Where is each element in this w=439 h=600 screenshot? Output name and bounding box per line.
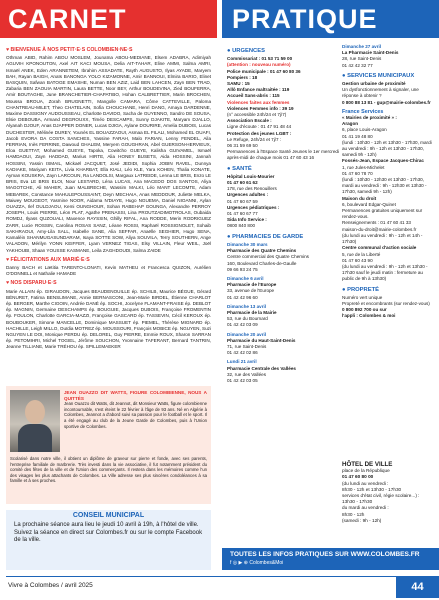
centre-title: Centre communal d'action sociale xyxy=(342,245,417,251)
urgence-line: Violences faites aux femmes xyxy=(227,99,290,105)
footer-rule xyxy=(6,576,433,577)
infos-banner[interactable] xyxy=(222,548,439,570)
pharmacy-name: Pharmacie des Quatre Chemins xyxy=(227,248,297,254)
sante-heading: ● SANTÉ xyxy=(227,165,252,172)
pharmacy-address: 32, rue des Vallées xyxy=(227,371,266,377)
pharmacy-address: 71, rue Saint-Denis xyxy=(227,343,267,349)
pharmacy-address: 28, rue Saint-Denis xyxy=(342,56,382,62)
urgence-line: (attention : nouveau numéro) xyxy=(227,62,291,68)
fosses-title: Fossés-Jean, Espace Jacques-Chirac xyxy=(342,158,424,164)
proprete-heading: ● PROPRETÉ xyxy=(342,286,380,293)
fosses-line: 1, rue Jules-Michelet xyxy=(342,164,385,170)
weddings-heading: ♥ FÉLICITATIONS AUX MARIÉ·E·S xyxy=(6,256,90,263)
urgence-line: SAMU : 15 xyxy=(227,81,250,87)
pharmacy-entry xyxy=(227,304,339,329)
pharmacy-phone: 01 42 42 02 86 xyxy=(227,350,258,356)
france-services-sub: « Mairies de proximité » : xyxy=(342,115,397,121)
centre-line: 5, rue de la Liberté xyxy=(342,251,381,257)
urgence-line: Association Escale : xyxy=(227,118,272,124)
pharmacy-name: Pharmacie du Haut-Saint-Denis xyxy=(227,337,296,343)
sante-line: Urgences pédiatriques : xyxy=(227,204,280,210)
tribute-photo xyxy=(10,390,60,452)
pharmacy-name: La Pharmacie Saint-Denis xyxy=(342,50,399,56)
aragon-line: 6, place Louis-Aragon xyxy=(342,127,387,133)
pharmacy-date: Dimanche 6 avril xyxy=(227,275,264,281)
aragon-title: Aragon xyxy=(342,121,359,127)
gestion-title: Gestion urbaine de proximité xyxy=(342,81,406,87)
pharmacy-address: 33, avenue de l'Europe xyxy=(227,288,275,294)
centre-line: 01 47 60 43 90 xyxy=(342,257,373,263)
urgence-line: Permanences à l'Espace Santé Jeunes le 1er mercredi après-midi de chaque mois 01 47 60 43 16 xyxy=(227,149,339,161)
pharmacy-entry xyxy=(227,276,339,301)
council-title: CONSEIL MUNICIPAL xyxy=(72,512,145,519)
sante-line: 0800 840 800 xyxy=(227,223,256,229)
urgence-line: Le Refuge, 24h/24 et 7j/7 : xyxy=(227,136,282,142)
droit-title: Maison du droit xyxy=(342,195,377,201)
droit-line: maison-du-droit@mairie-colombes.fr xyxy=(342,226,417,232)
sante-line: Sida Info Service : xyxy=(227,217,267,223)
pharmacy-phone: 09 66 93 24 75 xyxy=(227,266,258,272)
proprete-line: Propreté et encombrants (sur rendez-vous) xyxy=(342,300,430,306)
pharmacy-address: 53, rue du Bournard xyxy=(227,316,268,322)
carnet-title: CARNET xyxy=(0,0,217,38)
droit-line: Renseignements : 01 47 60 41 33 xyxy=(342,220,411,226)
pharmacy-name: Pharmacie Centrale des Vallées xyxy=(227,365,296,371)
hotel-line: (samedi : 9h - 12h) xyxy=(342,517,382,523)
pharmacy-entry xyxy=(227,359,339,384)
tribute-box xyxy=(6,386,211,504)
proprete-line: 0 800 892 700 ou sur xyxy=(342,307,387,313)
urgences-heading: ● URGENCES xyxy=(227,48,265,54)
pratique-column-1 xyxy=(227,44,339,387)
pharmacy-phone: 01 42 42 03 05 xyxy=(227,377,258,383)
pharmacy-date: Dimanche 20 avril xyxy=(227,331,267,337)
urgence-line: Violences Femmes info : 39 19 xyxy=(227,105,294,111)
pharmacy-date: Lundi 21 avril xyxy=(227,359,257,365)
pharmacy-date: Dimanche 13 avril xyxy=(227,303,267,309)
sante-line: Hôpital Louis-Mourier xyxy=(227,173,275,179)
pharmacy-entry xyxy=(227,242,339,273)
urgence-line: Police municipale : 01 47 60 80 36 xyxy=(227,68,301,74)
urgence-line: Commissariat : 01 53 71 59 00 xyxy=(227,56,293,62)
sante-line: 01 47 60 61 62 xyxy=(227,180,258,186)
deaths-heading: ♥ NOS DISPARU·E·S xyxy=(6,280,57,287)
page-header xyxy=(0,0,439,38)
hotel-line: 8h30 - 12h xyxy=(342,511,365,517)
urgence-line: (n° accessible 24h/24 et 7j/7) xyxy=(227,112,287,118)
hotel-de-ville xyxy=(342,462,434,524)
pharmacy-date: Dimanche 27 avril xyxy=(342,44,382,49)
sante-line: 01 47 60 67 77 xyxy=(227,211,258,217)
pharmacy-phone: 01 42 42 03 09 xyxy=(227,322,258,328)
photo-head xyxy=(25,400,45,424)
births-heading: ♥ BIENVENUE À NOS PETIT·E·S COLOMBIEN·NE·S xyxy=(6,47,133,53)
hotel-line: 8h30 - 12h et 13h30 - 17h30 xyxy=(342,486,402,492)
fosses-line: (lundi : 10h30 - 12h30 et 13h30 - 17h30, mardi au vendredi : 9h - 12h30 et 13h30 - 17h30, samedi 9h - 12h) xyxy=(342,177,427,195)
page-number: 44 xyxy=(396,576,439,598)
pharmacy-address-2: 160, Boulevard Charles-de-Gaulle xyxy=(227,260,297,266)
pharmacies-heading: ● PHARMACIES DE GARDE xyxy=(227,233,304,240)
urgence-line: Ligne d'écoute : 01 47 91 48 44 xyxy=(227,124,292,130)
proprete-line: Numéro vert unique xyxy=(342,294,383,300)
sante-line: 178, rue des Renouillers xyxy=(227,186,277,192)
hotel-line: place de la République xyxy=(342,468,390,474)
pharmacy-address: Centre commercial des Quatre Chemins xyxy=(227,254,309,260)
pharmacy-phone: 01 42 42 32 77 xyxy=(342,62,373,68)
services-heading: ● SERVICES MUNICIPAUX xyxy=(342,72,415,79)
pharmacy-name: Pharmacie de la Mairie xyxy=(227,309,277,315)
urgence-line: Accueil Sans-abris : 115 xyxy=(227,93,280,99)
urgence-line: Protection des jeunes LGBT : xyxy=(227,130,292,136)
urgence-line: Pompiers : 18 xyxy=(227,74,258,80)
hotel-line: du mardi au vendredi : xyxy=(342,505,389,511)
gestion-contact: 0 800 88 13 81 - gup@mairie-colombes.fr xyxy=(342,99,431,105)
gestion-text: Un dysfonctionnement à signaler, une réponse à obtenir ? xyxy=(342,87,419,99)
hotel-title: HÔTEL DE VILLE xyxy=(342,461,393,468)
hotel-line: (du lundi au vendredi : xyxy=(342,480,389,486)
pharmacy-name: Pharmacie de l'Europe xyxy=(227,282,277,288)
droit-line: Permanences gratuites uniquement sur rendez-vous. xyxy=(342,208,423,220)
proprete-line: l'appli : Colombes & moi xyxy=(342,313,396,319)
council-text: La prochaine séance aura lieu le jeudi 10 avril à 19h, à l'hôtel de ville. Suivez la séance en direct sur Colombes.fr ou sur le compte Facebook de la ville. xyxy=(14,522,203,543)
council-box xyxy=(6,510,211,570)
pharmacy-entry xyxy=(227,332,339,357)
hotel-line: services d'état civil, régie scolaire...) : xyxy=(342,493,420,499)
aragon-line: 01 41 19 48 80 xyxy=(342,133,373,139)
weddings-list: Danny BACH et Lætitia TARENTO-LONATI, Kevin MATHEU et Francesca QUIZON, Aurélien O'DONNELL et Nathalie HAMADE xyxy=(6,264,211,277)
pratique-column-2 xyxy=(342,44,434,320)
pharmacy-entry xyxy=(342,44,434,69)
social-icons[interactable]: f ◎ ▶ ⊕ Colombes&Moi xyxy=(230,560,284,566)
pharmacy-phone: 01 42 42 96 60 xyxy=(227,294,258,300)
sante-line: 01 47 60 67 59 xyxy=(227,198,258,204)
pratique-title: PRATIQUE xyxy=(222,0,439,38)
urgence-line: Allô Enfance maltraitée : 119 xyxy=(227,87,290,93)
tribute-title: JEAN OUAZZO DIT WATTS, FIGURE COLOMBIENNE, NOUS A QUITTÉS xyxy=(64,390,207,401)
page-footer xyxy=(0,576,439,600)
tribute-text xyxy=(64,390,207,429)
hotel-line: 01 47 60 80 00 xyxy=(342,474,374,480)
france-services-title: France Services xyxy=(342,108,384,115)
photo-body xyxy=(18,424,52,452)
tribute-paragraph-2: Scolarisé dans notre ville, il obtient un diplôme de graveur sur pierre et fonde, avec ses parents, l'entreprise familiale de marbrerie. Très investi dans la vie associative, il fut notamment président du comité des fêtes de la ville et de l'Union des commerçants. Il restera dans les mémoires comme l'un des visages les plus attachants de Colombes. La Ville adresse ses plus sincères condoléances à sa famille et à ses proches. xyxy=(10,456,207,484)
droit-line: (du lundi au vendredi : 9h - 12h et 14h - 17h30) xyxy=(342,232,423,245)
magazine-name: Vivre à Colombes / avril 2025 xyxy=(8,582,93,589)
centre-line: (du lundi au vendredi : 9h - 12h et 13h30 - 17h30 sauf le jeudi matin : fermeture au public de 9h à 13h30) xyxy=(342,263,428,282)
pharmacy-date: Dimanche 30 mars xyxy=(227,241,268,247)
hotel-line: 13h30 - 17h30 xyxy=(342,499,373,505)
births-list: Othman ABID, Rahim ABOU MOSLEM, Jounaïna ABOU-MEDIANE, Elsem ADABRA, Adimiyah AGUVIH KPONOUTON, Axel AIT KACI MOUSA, Delia AIT-TAHAR, Eline AMMI, Salma AMRI, Ismaël ANEK, Eden ARANNETEM, Ibrahim ASSADATE, Rayth AUGUSTO, Ilyas AYADE, Maryem BAH, Rayan BAIGH, Anaïs BANONGA YOLO KIZAMONNE, Amir BANNOUI, Elmira BARIO, Elinet BASQUIN, Safwan BATOGE EMASHE, Numan BEN AZIZ, Laid BEN LAHCEN, Zayn BEN TRAD, Zabaria BEN ZAOUIA MARTIN, Laura BETTE, Noor BEY, Arthur BOUDEVINA, Zied BOUFERRA, Amir BOUTAGHE, June BRANCHETIER-CHAPATIBO, Hohan CALBRETTIER, Marin BROCHEN, Moussa BROUA, Zorah BRUGNETTI, Mangolle CAMARA, Côme CATTEVILLE, Paloma CHANTREAU-MILET, Theo CHATELAIN, Sofia CHOUCHANE, Henri DANG, Amaya DARDENNE, Maxime DASSIGNY AUDOUSSEAU, Charlotte DAVIDO, Sacha de GUYENNO, Sandro DE SOUSA, Elsie DEBOUBA, Armand DEGROUXX, Timéo DESCAMPS, Sunny DJAKITE, Maryam DJALLO, Alyanah DJOUF, Anas DJAPPER DONER, Lucas DJIGA, Aylane DOURIRE, Amelia DUBOIS, Lucas DUCHESTER, Mélinée DUREY, Younès EL BOUAZZAOUI, Asmaa EL FILALI, Mohamed EL OUAFI, Jacob EVORA DA COSTA SANCHES, Yassine FARAH, Malo FARIAN, Lenny FENDEL, Aila FERRIAN, Inès FERRINE, Dawoud GHALEM, Meryem GOUGHRAN, Abel GUERSON-HERVIEUX, Eloa GUETTAT, Mohamed GUEYE, Tapoka, Cowitcho GUEYE, Kalisha GUIVAMEL, Ismaël HAMDAOUI, Zayn HADDAD, Marius HIRTE, Alia HONEY BUSETS, Aida HOSSINI, Jannah HOSSINI, Yassin ISMAIL, Mickaël JACQUET, José JEDIDI, Sophia JOBIN RAVEL, Dunnya KADIAKE, Mariyam KEITA, Livia KHARBAT, Ella KIALI, Léo KLE, Yara KOHEN, Thalia KONATE, Ayman KOUSKRA, Zayn LARCOUN, Ra LANDOLSI, Margaux LATREIDE, Lenna LE BRIS, Enzo LE BRIS, Eva LE BRIS ELOI, Nour LESTARD, Léna LUCAS, Ana MACEDO DOS SANTOS, Aliya MAGOTCHE, Ali MAHER, Juan MALBRECHE, Wassim MALKI, Léo MANT LECOMTE, Adam MEBAREK, Constance MAHULEPOUSSAINT, Deyn MECHAIA, Anas MEDDOUR, Juliette MELKA, Maiwey MOUGEOT, Yasmine NOOR, Aidama N'DIAYE, Hugo NGUEMA, Daniel NIOANNI, Aylan OUAZZA, Ilef OULDJAOU, Kemi OUNGHOUR, Sohan RABEHAP GOUNGA, Alexandre PERROY JOSEPH, Louis PIERRE, Léon PLAT, Agathe PRENASSI, Lina PROUTZADIMOTROLAS, Oubaida ROMDJ, Ilyass QUZOUALI, Maxence RAYSSIN, Ghilly RIFAL, Ana RODDE, Merin RODRIGUEZ ZARR, Lucie ROSSIN, Carolina ROSAS SANZ, Léane ROSSI, Raphaël ROSSIGNOLET, Sohaib SAKHRAOUI, Amy-Lila SALL, Isabelle SANE, Alia SEFFAR, Anaëlle SEGHIER, Hugo SENA, Kamalèin SHANMUGASUNDARAM, Isaya SOTTE SOW, Aliya SOUVILA, Terry SOUTHERN, Ange VALADON, Mérilyn YONN KEIFFER, Lyam VERNEZ TIGAS, Elsy VILLAIN, Fleur WEIL, Joël YAKHOUBI, Shaan YOUSSE KASMANE, Leila ZAGHDOUDI, Salma ZAIDE xyxy=(6,55,211,253)
deaths-list: Marie ALLAIN ép. GIRAUDON, Jacques BEAUDENOUILLE ép. SCHILB, Maurice BÉGUE, Gérard BÉNURET, Fatima BENSLIMANE, Annie BERNASCONI, Jean-Marie BIRDEL, Étienne CHARLOT ép. BERGER, Marthe CIGOIN, Andrée DANÉ ép. SOCHI, Jocelyne FLAMANT-FRAISE ép. DEBLOT ép. MAGNIN, Germaine DESCHAMPS ép. BOUGUIE, Jacques DUBOIS, Françoise FROMENTIN ép. FOULON, Charlotte GARCIA-MAZZI, Françoise GASCARD ép. TASSEVIN, Cécil KEROUX ép. BOUBOUKER, Simone MANCELLE, Dominique MASSUET ép. PIEMEL, Thérèse MIGNARD ép. HACHILLE, Leigh MILLO, Ouïdia MOTREZ ép. MOUSSOURI, François MOBICE ép. NGUYEN, Suzi NGUYEN LE DOI, Monique PERDU ép. DELOREL, Guy PIERRE, Emmie ROUX, Sharon SARRAN ép. PETOMIHRI, Michel TOGIEL, Jérôme SOUCHON, Yvonnaine TAFERANT, Bernard TANTRIN, Jeanne TILLIANE, Marie TRÉHOU ép. SPILLEMAEKER xyxy=(6,288,211,350)
tribute-paragraph: Jean Ouazzo dit Watts, dit Jeannot, dit Monsieur Watts, figure colombienne incontournable, s'est éteint le 22 février à l'âge de 93 ans. Né en Algérie à Colombes, Jeannot a d'abord suivi sa passion pour le football et le sport. Il a été engagé au club de la Jeune Garde de Colombes, puis à l'Union sportive de Colombes. xyxy=(64,401,207,429)
infos-link[interactable]: TOUTES LES INFOS PRATIQUES SUR WWW.COLOMBES.FR xyxy=(230,551,420,558)
carnet-column xyxy=(6,44,211,352)
fosses-line: 01 47 60 78 70 xyxy=(342,170,373,176)
urgence-line: 06 31 59 69 50 xyxy=(227,143,258,149)
droit-line: 6, boulevard Edgar-Quinet xyxy=(342,201,396,207)
aragon-line: (lundi : 10h30 - 12h et 13h30 - 17h30, mardi au vendredi : 9h - 12h et 13h30 - 17h30, samedi 9h - 12h) xyxy=(342,139,432,158)
sante-line: Urgences adultes : xyxy=(227,192,269,198)
